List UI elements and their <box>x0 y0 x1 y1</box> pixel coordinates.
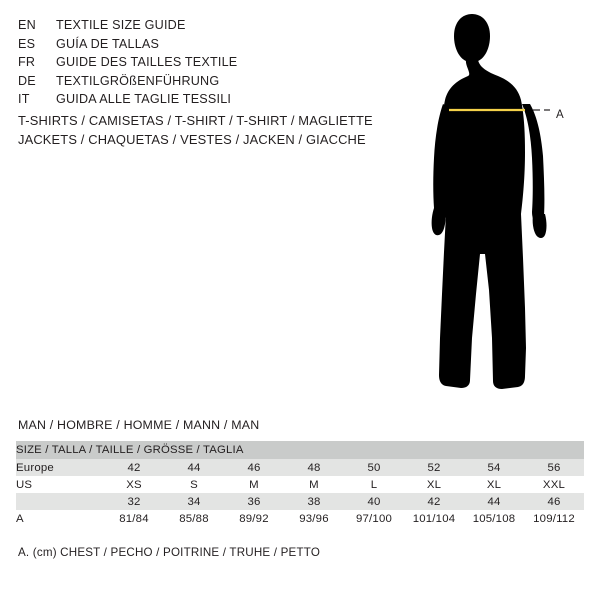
language-text: TEXTILGRÖßENFÜHRUNG <box>56 73 220 88</box>
table-row <box>16 476 584 493</box>
language-text: GUIDA ALLE TAGLIE TESSILI <box>56 92 232 107</box>
cell-value: 44 <box>164 459 224 476</box>
garment-line-jackets: JACKETS / CHAQUETAS / VESTES / JACKEN / GIACCHE <box>18 132 366 147</box>
cell-value: 85/88 <box>164 510 224 527</box>
chest-measure-label: A <box>556 109 565 121</box>
language-row <box>18 35 418 54</box>
cell-value: 81/84 <box>104 510 164 527</box>
cell-value: 97/100 <box>344 510 404 527</box>
cell-value: 56 <box>524 459 584 476</box>
table-footnote: A. (cm) CHEST / PECHO / POITRINE / TRUHE / PETTO <box>18 546 321 559</box>
cell-value: 36 <box>224 493 284 510</box>
garment-line-tshirts: T-SHIRTS / CAMISETAS / T-SHIRT / T-SHIRT / MAGLIETTE <box>18 113 373 128</box>
cell-value: 46 <box>224 459 284 476</box>
cell-value: 54 <box>464 459 524 476</box>
row-label: A <box>16 510 104 527</box>
cell-value: XL <box>404 476 464 493</box>
cell-value: 109/112 <box>524 510 584 527</box>
cell-value: S <box>164 476 224 493</box>
cell-value: 42 <box>104 459 164 476</box>
language-row <box>18 90 418 109</box>
language-row <box>18 72 418 91</box>
table-row <box>16 510 584 527</box>
cell-value: 48 <box>284 459 344 476</box>
cell-value: 46 <box>524 493 584 510</box>
cell-value: 89/92 <box>224 510 284 527</box>
figure-illustration <box>392 8 592 408</box>
row-label: Europe <box>16 459 104 476</box>
language-code: IT <box>18 92 30 107</box>
language-row <box>18 16 418 35</box>
cell-value: 105/108 <box>464 510 524 527</box>
language-text: GUIDE DES TAILLES TEXTILE <box>56 55 238 70</box>
size-table <box>16 441 584 527</box>
table-gender-title: MAN / HOMBRE / HOMME / MANN / MAN <box>18 418 260 432</box>
table-row <box>16 459 584 476</box>
cell-value: M <box>224 476 284 493</box>
row-label <box>16 493 104 510</box>
cell-value: 101/104 <box>404 510 464 527</box>
garment-type-list <box>18 111 438 149</box>
cell-value: 38 <box>284 493 344 510</box>
cell-value: 34 <box>164 493 224 510</box>
table-header-row <box>16 441 584 459</box>
cell-value: XL <box>464 476 524 493</box>
row-label: US <box>16 476 104 493</box>
cell-value: 42 <box>404 493 464 510</box>
cell-value: 32 <box>104 493 164 510</box>
language-code: ES <box>18 36 36 51</box>
cell-value: 50 <box>344 459 404 476</box>
language-code: FR <box>18 55 36 70</box>
language-text: TEXTILE SIZE GUIDE <box>56 18 186 32</box>
cell-value: 93/96 <box>284 510 344 527</box>
table-header-label: SIZE / TALLA / TAILLE / GRÖSSE / TAGLIA <box>16 441 584 459</box>
language-code: EN <box>18 18 36 32</box>
language-code: DE <box>18 73 36 88</box>
cell-value: XS <box>104 476 164 493</box>
language-row <box>18 53 418 72</box>
man-silhouette-icon <box>392 8 592 408</box>
cell-value: L <box>344 476 404 493</box>
cell-value: M <box>284 476 344 493</box>
language-list <box>18 16 418 109</box>
table-row <box>16 493 584 510</box>
cell-value: 44 <box>464 493 524 510</box>
language-text: GUÍA DE TALLAS <box>56 36 160 51</box>
cell-value: 52 <box>404 459 464 476</box>
cell-value: XXL <box>524 476 584 493</box>
cell-value: 40 <box>344 493 404 510</box>
